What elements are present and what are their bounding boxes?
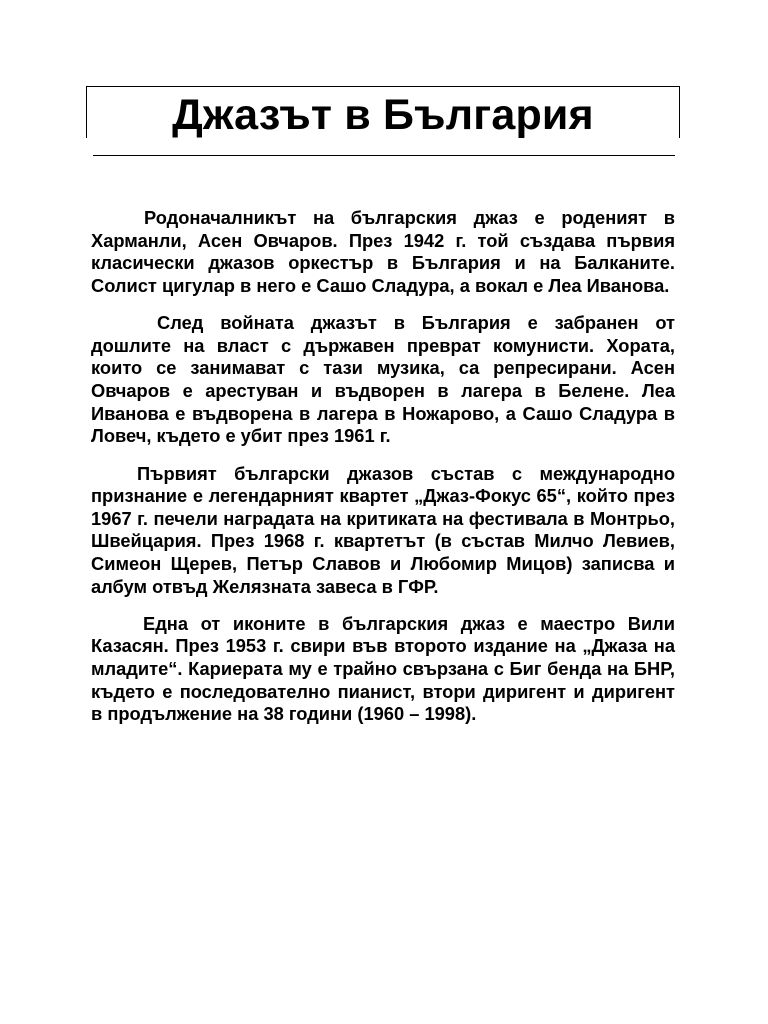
paragraph-1: Родоначалникът на българския джаз е роденият в Харманли, Асен Овчаров. През 1942 г. той създава първия класически джазов оркестър в България и на Балканите. Солист цигулар в него е Сашо Сладура, а вокал е Леа Иванова. <box>91 207 675 296</box>
title-box <box>86 86 680 138</box>
document-body <box>91 207 675 741</box>
paragraph-3: Първият български джазов състав с международно признание е легендарният квартет „Джаз-Фокус 65“, който през 1967 г. печели наградата на критиката на фестивала в Монтрьо, Швейцария. През 1968 г. квартетът (в състав Милчо Левиев, Симеон Щерев, Петър Славов и Любомир Мицов) записва и албум отвъд Желязната завеса в ГФР. <box>91 462 675 597</box>
paragraph-2: След войната джазът в България е забранен от дошлите на власт с държавен преврат комунисти. Хората, които се занимават с тази музика, са репресирани. Асен Овчаров е арестуван и въдворен в лагера в Белене. Леа Иванова е въдворена в лагера в Ножарово, а Сашо Сладура в Ловеч, където е убит през 1961 г. <box>91 312 675 447</box>
paragraph-4: Една от иконите в българския джаз е маестро Вили Казасян. През 1953 г. свири във второто издание на „Джаза на младите“. Кариерата му е трайно свързана с Биг бенда на БНР, където е последователно пианист, втори диригент и диригент в продължение на 38 години (1960 – 1998). <box>91 612 675 725</box>
document-title: Джазът в България <box>172 91 594 139</box>
title-divider <box>93 155 675 156</box>
